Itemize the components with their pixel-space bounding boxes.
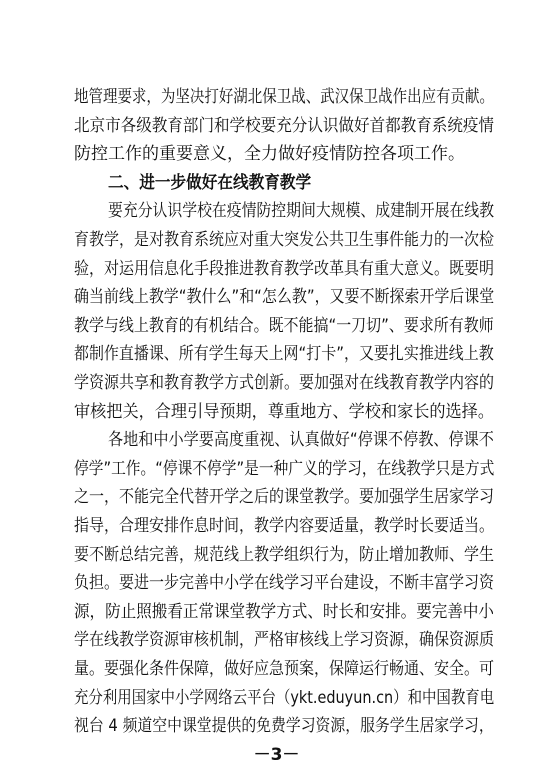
text-line: 指导，合理安排作息时间，教学内容要适量，教学时长要适当。 [74, 516, 495, 536]
text-line: 视台 4 频道空中课堂提供的免费学习资源，服务学生居家学习， [74, 716, 494, 737]
text-line: 源，防止照搬看正常课堂教学方式、时长和安排。要完善中小 [74, 601, 494, 622]
text-line: 负担。要进一步完善中小学在线学习平台建设，不断丰富学习资 [74, 573, 495, 594]
text-line: 停学”工作。“停课不停学”是一种广义的学习，在线教学只是方式 [74, 458, 495, 479]
text-line: 防控工作的重要意义，全力做好疫情防控各项工作。 [74, 144, 465, 165]
text-line: 学资源共享和教育教学方式创新。要加强对在线教育教学内容的 [74, 373, 495, 393]
text-line: 确当前线上教学“教什么”和“怎么教”，又要不断探索开学后课堂 [74, 287, 495, 308]
text-line: 育教学，是对教育系统应对重大突发公共卫生事件能力的一次检 [74, 230, 495, 250]
text-line: 之一，不能完全代替开学之后的课堂教学。要加强学生居家学习 [74, 487, 495, 508]
text-line: 要不断总结完善，规范线上教学组织行为，防止增加教师、学生 [74, 544, 495, 565]
page-number: －3－ [253, 744, 300, 765]
text-line: 教学与线上教育的有机结合。既不能搞“一刀切”、要求所有教师 [74, 315, 494, 336]
text-line: 学在线教学资源审核机制，严格审核线上学习资源，确保资源质 [74, 630, 495, 651]
text-line: 量。要强化条件保障，做好应急预案，保障运行畅通、安全。可 [74, 659, 495, 679]
text-line: 北京市各级教育部门和学校要充分认识做好首都教育系统疫情 [74, 115, 494, 136]
text-line: 地管理要求，为坚决打好湖北保卫战、武汉保卫战作出应有贡献。 [74, 87, 494, 107]
text-line: 验，对运用信息化手段推进教育教学改革具有重大意义。既要明 [74, 258, 495, 279]
text-line: 充分利用国家中小学网络云平台（ykt.eduyun.cn）和中国教育电 [74, 687, 495, 708]
text-line: 都制作直播课、所有学生每天上网“打卡”，又要扎实推进线上教 [74, 344, 494, 365]
text-line: 审核把关，合理引导预期，尊重地方、学校和家长的选择。 [74, 401, 494, 422]
section-heading: 二、进一步做好在线教育教学 [108, 172, 312, 193]
text-line: 要充分认识学校在疫情防控期间大规模、成建制开展在线教 [108, 201, 494, 222]
text-line: 各地和中小学要高度重视、认真做好“停课不停教、停课不 [108, 430, 494, 451]
